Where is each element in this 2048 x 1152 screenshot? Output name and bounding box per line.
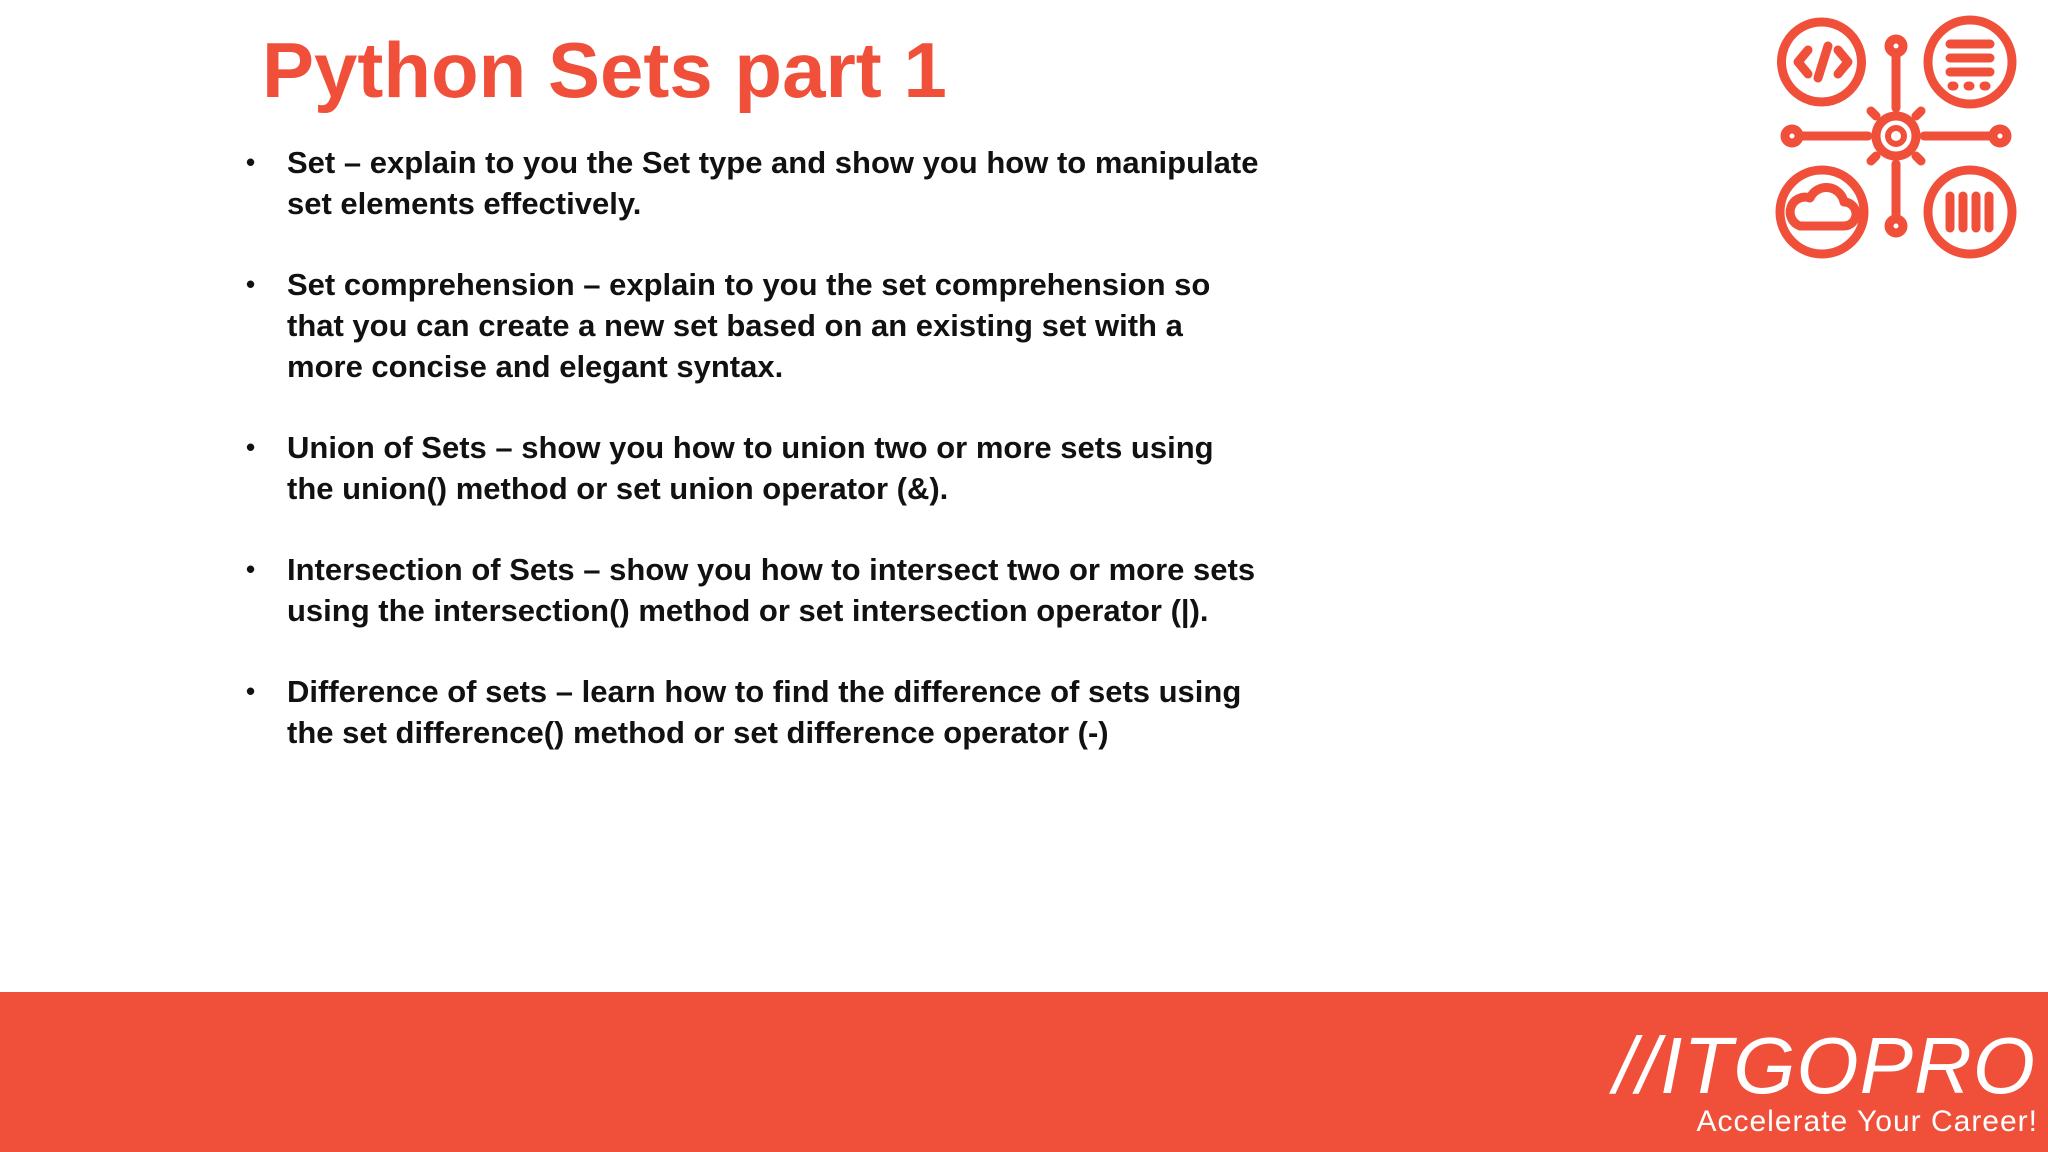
brand-logo-text: //ITGOPRO [1613, 1021, 2036, 1110]
brand-tagline: Accelerate Your Career! [1696, 1105, 2038, 1138]
bullet-text: Difference of sets – learn how to find the difference of sets using the set difference() method or set difference operator (-) [287, 674, 1242, 750]
bullet-text: Union of Sets – show you how to union two or more sets using the union() method or set union operator (&). [287, 430, 1214, 506]
bullet-item [246, 142, 1266, 224]
bullet-marker: • [246, 676, 256, 706]
bullet-marker: • [246, 269, 256, 299]
bullet-text: Set comprehension – explain to you the set comprehension so that you can create a new set based on an existing set with a more concise and elegant syntax. [287, 267, 1211, 384]
bullet-item [246, 549, 1266, 631]
bullet-text: Set – explain to you the Set type and show you how to manipulate set elements effectively. [287, 145, 1259, 221]
bullet-item [246, 671, 1266, 753]
bullet-list [246, 142, 1266, 793]
tech-network-icon [1770, 8, 2026, 264]
bullet-text: Intersection of Sets – show you how to intersect two or more sets using the intersection() method or set intersection operator (|). [287, 552, 1256, 628]
bullet-item [246, 427, 1266, 509]
bullet-item [246, 264, 1266, 387]
bullet-marker: • [246, 432, 256, 462]
bullet-marker: • [246, 554, 256, 584]
slide-title: Python Sets part 1 [262, 26, 947, 114]
bullet-marker: • [246, 147, 256, 177]
